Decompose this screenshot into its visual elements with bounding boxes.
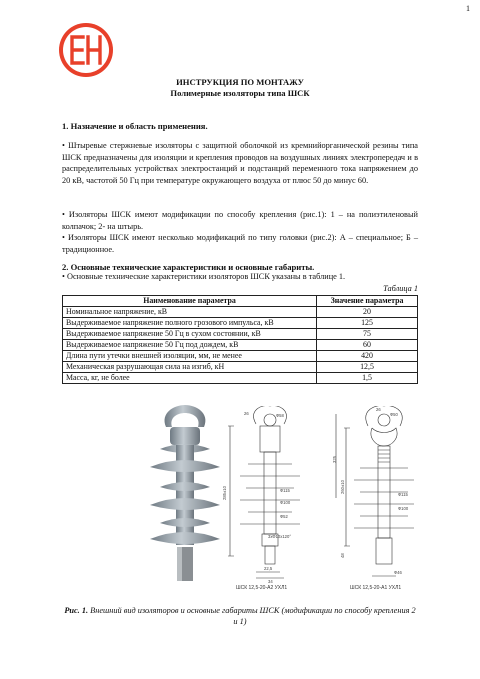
drawing1-dim-2: Ф58 (276, 413, 284, 418)
company-logo (58, 22, 114, 78)
document-title: ИНСТРУКЦИЯ ПО МОНТАЖУ (176, 77, 304, 87)
table-cell-value: 75 (317, 329, 418, 340)
technical-drawing-2 (332, 406, 432, 584)
drawing2-dim-2: Ф50 (390, 412, 398, 417)
table-cell-value: 1,5 (317, 373, 418, 384)
drawing2-dim-3: Ф115 (398, 492, 408, 497)
drawing1-label: ШСК 12,5-20-А2 УХЛ1 (236, 585, 288, 591)
table-cell-value: 420 (317, 351, 418, 362)
table-cell-value: 20 (317, 307, 418, 318)
figure-caption (62, 605, 418, 627)
section2-paragraph1: • Основные технические характеристики изоляторов ШСК указаны в таблице 1. (62, 272, 346, 281)
table-cell-name: Выдерживаемое напряжение 50 Гц под дождем, кВ (63, 340, 317, 351)
table-header-parameter: Наименование параметра (63, 296, 317, 307)
table-cell-value: 125 (317, 318, 418, 329)
technical-drawing-1 (218, 406, 318, 584)
section1-paragraph2: • Изоляторы ШСК имеют модификации по способу крепления (рис.1): 1 – на полиэтиленовый колпачок; 2- на штырь. (62, 210, 418, 231)
table-row (63, 351, 418, 362)
table-header-value: Значение параметра (317, 296, 418, 307)
drawing1-dim-5: Ф52 (280, 514, 288, 519)
drawing1-dim-7: 3хФ10х120° (268, 534, 292, 539)
drawing2-label: ШСК 12,5-20-А1 УХЛ1 (350, 585, 402, 591)
table-row (63, 340, 418, 351)
section1-heading: 1. Назначение и область применения. (62, 121, 208, 131)
table-row (63, 307, 418, 318)
table-cell-value: 60 (317, 340, 418, 351)
table-cell-name: Механическая разрушающая сила на изгиб, кН (63, 362, 317, 373)
drawing2-dim-6: 260±10 (340, 480, 345, 494)
section1-paragraph1: • Штыревые стержневые изоляторы с защитной оболочкой из кремнийорганической резины типа ШСК предназначены для изоляции и крепления проводов на воздушных линиях электропередач и в распределительных устройствах электростанций и подстанций переменного тока напряжением до 20 кВ, частотой 50 Гц при температуре окружающего воздуха от плюс 50 до минус 60. (62, 141, 418, 185)
parameters-table (62, 295, 418, 384)
table-row (63, 373, 418, 384)
drawing1-dim-3: Ф115 (280, 488, 290, 493)
table-cell-value: 12,5 (317, 362, 418, 373)
table-row (63, 318, 418, 329)
table-row (63, 362, 418, 373)
figure-caption-label: Рис. 1. (64, 606, 89, 615)
table-cell-name: Номинальное напряжение, кВ (63, 307, 317, 318)
drawing2-dim-7: 48 (340, 553, 345, 558)
table-caption: Таблица 1 (383, 284, 418, 293)
drawing1-dim-1: 26 (244, 411, 249, 416)
drawing2-dim-1: 26 (376, 407, 381, 412)
drawing1-dim-4: Ф100 (280, 500, 291, 505)
table-cell-name: Масса, кг, не более (63, 373, 317, 384)
page-number: 1 (466, 4, 470, 13)
drawing2-dim-8: Ф46 (394, 570, 402, 575)
drawing2-dim-4: Ф100 (398, 506, 409, 511)
drawing2-dim-5: 325 (332, 456, 337, 463)
section1-paragraph3: • Изоляторы ШСК имеют несколько модификаций по типу головки (рис.2): А – специальное; Б – традиционное. (62, 233, 418, 254)
figure-caption-text: Внешний вид изоляторов и основные габариты ШСК (модификации по способу крепления 2 и 1) (88, 606, 416, 626)
drawing1-dim-8: 22,5 (264, 566, 273, 571)
document-subtitle: Полимерные изоляторы типа ШСК (170, 88, 310, 98)
table-cell-name: Выдерживаемое напряжение полного грозового импульса, кВ (63, 318, 317, 329)
drawing1-dim-6: 285±10 (222, 486, 227, 500)
table-header-row (63, 296, 418, 307)
table-cell-name: Выдерживаемое напряжение 50 Гц в сухом состоянии, кВ (63, 329, 317, 340)
table-row (63, 329, 418, 340)
table-cell-name: Длина пути утечки внешней изоляции, мм, не менее (63, 351, 317, 362)
section2-heading: 2. Основные технические характеристики и основные габариты. (62, 262, 315, 272)
drawing1-dim-9: 34 (268, 579, 273, 584)
